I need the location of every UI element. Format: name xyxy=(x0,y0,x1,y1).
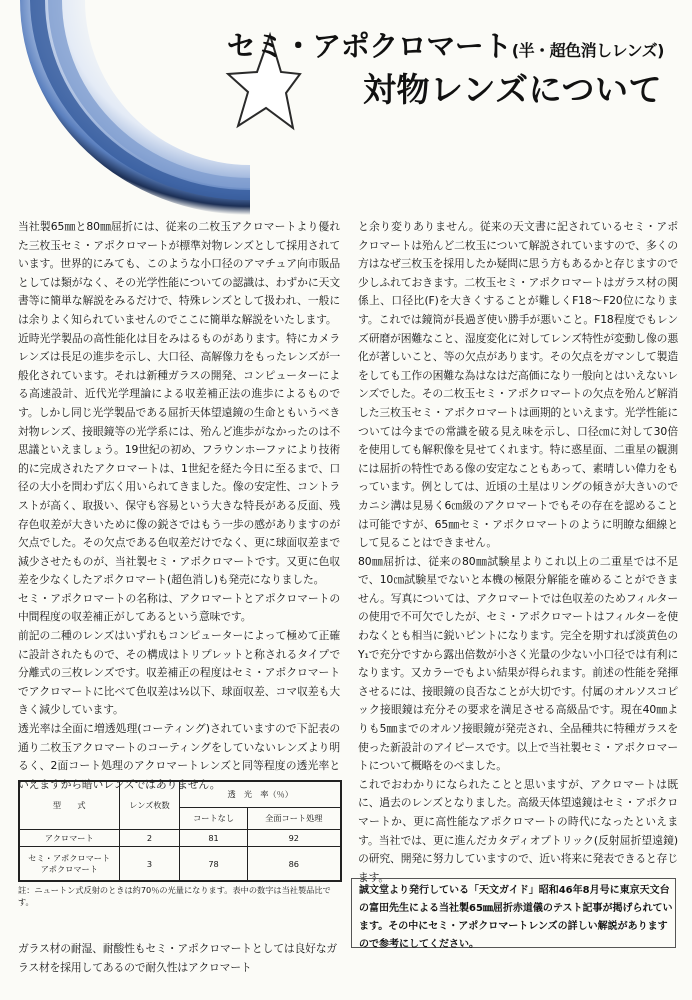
cell-type: アクロマート xyxy=(20,830,120,847)
paragraph: 前記の二種のレンズはいずれもコンピューターによって極めて正確に設計されたもので、その構成はトリプレットと称されるタイプで分離式の三枚レンズです。収差補正の程度はセミ・アポクロマートでアクロマートに比べて色収差は½以下、球面収差、コマ収差も大きく減少しています。 xyxy=(18,629,340,717)
cell-type: セミ・アポクロマート アポクロマート xyxy=(20,847,120,881)
header-elements: レンズ枚数 xyxy=(119,782,180,830)
title-main: セミ・アポクロマート xyxy=(226,29,512,63)
header-type: 型 式 xyxy=(20,782,120,830)
transmission-table xyxy=(18,780,342,882)
title-line-2: 対物レンズについて xyxy=(362,70,662,109)
title-line-1 xyxy=(227,24,664,65)
table-row xyxy=(20,847,341,881)
left-footer-paragraph: ガラス材の耐湿、耐酸性もセミ・アポクロマートとしては良好なガラス材を採用してあるので耐久性はアクロマート xyxy=(18,942,338,974)
paragraph: これでおわかりになられたことと思いますが、アクロマートは既に、過去のレンズとなりました。高級天体望遠鏡はセミ・アポクロマートか、更に高性能なアポクロマートの時代になったといえます。当社では、更に進んだカタディオプトリック(反射屈折望遠鏡)の研究、開発に努力していますので、近い将来に発表できると存じます。 xyxy=(358,777,678,884)
paragraph: 80㎜屈折は、従来の80㎜試験星よりこれ以上の二重星では不足で、10㎝試験星でないと本機の極限分解能を確めることができません。写真については、アクロマートでは色収差のためフィルターの使用で不可欠でしたが、セミ・アポクロマートはフィルターを使わなくとも相当に鋭いピントになります。完全を期すれば淡黄色のY₁で充分ですから露出倍数が小さく光量の少ない小口径では有利になります。又カラーでもよい結果が得られます。前述の性能を発揮させるには、接眼鏡の良否なことが大切です。付属のオルソスコピック接眼鏡は充分その要求を満足させる高級品です。現在40㎜よりも5㎜までのオルソ接眼鏡が発売され、全品種共に特種ガラスを使った新設計のアイピースです。以上で当社製セミ・アポクロマートについて概略をのべました。 xyxy=(358,554,678,773)
right-column xyxy=(358,218,678,884)
paragraph: 近時光学製品の高性能化は目をみはるものがあります。特にカメラレンズは長足の進歩を示し、大口径、高解像力をもったレンズが一般化されています。それは新種ガラスの開発、コンピューターによる高速設計、近代光学理論による収差補正法の進歩によるものです。しかし同じ光学製品である屈折天体望遠鏡の生命ともいうべき対物レンズ、接眼鏡等の光学系には、殆んど進歩がなかったのは不思議といえましょう。19世紀の初め、フラウンホーファにより技術的に完成されたアクロマートは、1世紀を経た今日に至るまで、口径の大小を問わず広く用いられてきました。像の安定性、コントラストが高く、取扱い、保守も容易という大きな特長がある反面、残存色収差が大きいために像の鋭さではもう一歩の感がありますのが欠点でした。その欠点である色収差だけでなく、更に球面収差まで減少させたものが、当社製セミ・アポクロマートです。又更に色収差を少なくしたアポクロマート(超色消し)も発売になりました。 xyxy=(18,331,340,587)
cell-elements: 3 xyxy=(119,847,180,881)
table-row xyxy=(20,830,341,847)
cell-uncoated: 81 xyxy=(180,830,247,847)
header-transmission: 透 光 率（％） xyxy=(180,782,341,808)
header-coated: 全面コート処理 xyxy=(247,808,340,830)
cell-elements: 2 xyxy=(119,830,180,847)
notice-box: 誠文堂より発行している「天文ガイド」昭和46年8月号に東京天文台の富田先生による当社製65㎜屈折赤道儀のテスト記事が掲げられています。その中にセミ・アポクロマートレンズの詳しい解説がありますので参考にしてください。 xyxy=(351,878,676,948)
cell-coated: 92 xyxy=(247,830,340,847)
title-subtitle: (半・超色消しレンズ) xyxy=(511,41,664,60)
paragraph: 透光率は全面に増透処理(コーティング)されていますので下記表の通り二枚玉アクロマートのコーティングをしていないレンズより明るく、2面コート処理のアクロマートレンズと同等程度の透光率といえますから暗いレンズではありません。 xyxy=(18,722,340,791)
table-note: 註：ニュートン式反射のときは約70％の光量になります。表中の数字は当社製品比です。 xyxy=(18,885,331,907)
cell-coated: 86 xyxy=(247,847,340,881)
paragraph: セミ・アポクロマートの名称は、アクロマートとアポクロマートの中間程度の収差補正がしてあるという意味です。 xyxy=(18,591,340,624)
paragraph: と余り変りありません。従来の天文書に記されているセミ・アポクロマートは殆んど二枚玉について解説されていますので、多くの方はなぜ三枚玉を採用したか疑問に思う方もあるかと存じますので少しふれておきます。二枚玉セミ・アポクロマートはガラス材の関係上、口径比(F)を大きくすることが難しくF18〜F20位になります。これでは鏡筒が長過ぎ使い勝手が悪いこと。F18程度でもレンズ研磨が困難なこと、湿度変化に対してレンズ特性が変動し像の悪化が著しいこと、等の欠点があります。その欠点をガマンして製造をしても工作の困難な為はなはだ高価になり一般向とはいえないレンズでした。その二枚玉セミ・アポクロマートの欠点を殆んど解消した三枚玉セミ・アポクロマートは画期的といえます。光学性能については今までの常識を破る見え味を示し、口径㎝に対して30倍を使用しても解釈像を見せてくれます。特に惑星面、二重星の観測には屈折の特性である像の安定なこともあって、素晴しい偉力をもっています。例としては、近頃の土星はリングの傾きが大きいのでカニシ溝は見易く6㎝級のアクロマートでもその存在を認めることは可能ですが、65㎜セミ・アポクロマートのように明瞭な細線として見ることはできません。 xyxy=(358,220,678,550)
left-column xyxy=(18,218,340,791)
cell-uncoated: 78 xyxy=(180,847,247,881)
header-uncoated: コートなし xyxy=(180,808,247,830)
paragraph: 当社製65㎜と80㎜屈折には、従来の二枚玉アクロマートより優れた三枚玉セミ・アポクロマートが標準対物レンズとして採用されています。世界的にみても、このような小口径のアマチュア向市販品としては類がなく、その光学性能についての認識は、わずかに天文書等に簡単な解説をみるだけで、特殊レンズとして扱われ、一般には余りよく知られていませんのでここに簡単な解説をいたします。 xyxy=(18,220,340,326)
